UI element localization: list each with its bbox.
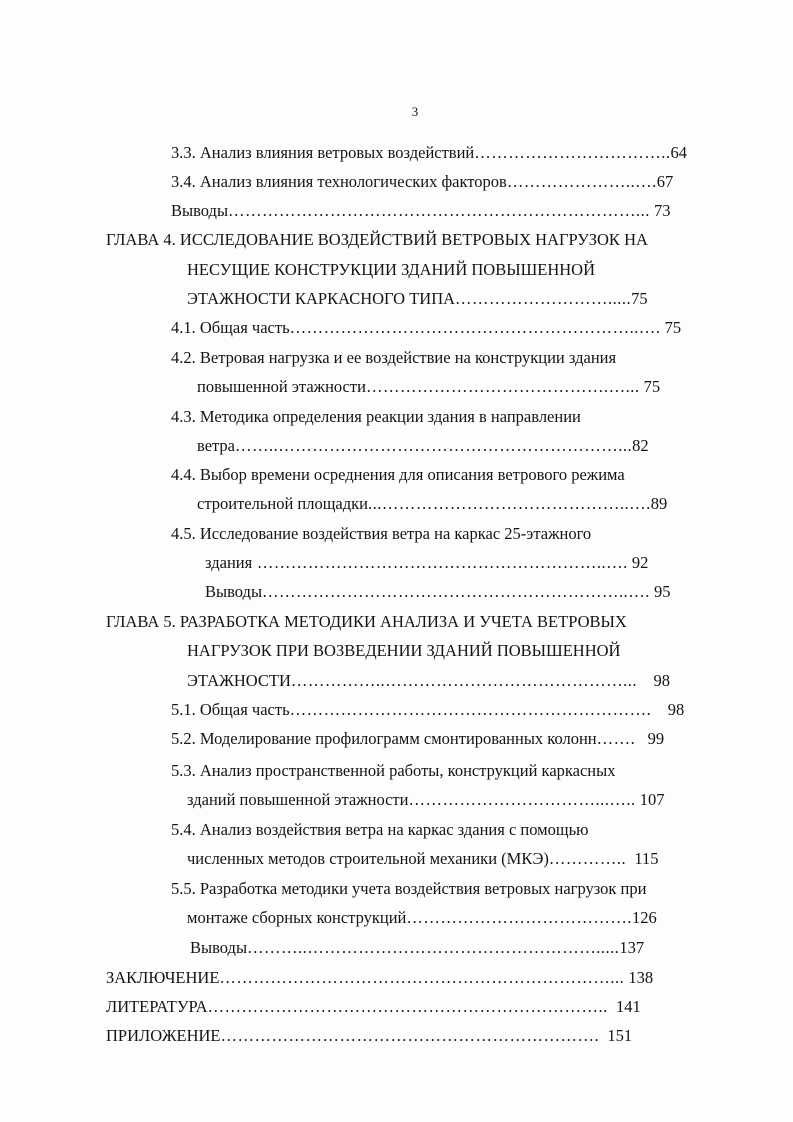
toc-entry-page: 137 (619, 938, 645, 957)
toc-entry-5-4-line-2 (187, 849, 727, 869)
toc-entry-page: 151 (607, 1026, 633, 1045)
toc-entry-title: 4.3. Методика определения реакции здания в направлении (171, 407, 581, 426)
toc-entry-4-1 (171, 318, 727, 338)
toc-entry-page: 82 (632, 436, 649, 455)
toc-entry-title: 4.2. Ветровая нагрузка и ее воздействие на конструкции здания (171, 348, 617, 367)
toc-entry-4-4-line-2 (197, 494, 727, 514)
toc-chapter-5-title-line-2 (187, 641, 727, 661)
toc-entry-title: 5.5. Разработка методики учета воздействия ветровых нагрузок при (171, 879, 647, 898)
toc-entry-5-1 (171, 700, 727, 720)
toc-entry-leader: ……………………………………………………………... (219, 968, 625, 987)
toc-entry-5-3-line-2 (187, 790, 727, 810)
toc-entry-title: 5.2. Моделирование профилограмм смонтированных колонн (171, 729, 597, 748)
toc-entry-leader: …………………..…. (506, 172, 657, 191)
toc-chapter-title: ЭТАЖНОСТИ КАРКАСНОГО ТИПА (187, 289, 456, 308)
toc-entry-leader: ……..……………………………………………………... (235, 436, 633, 455)
toc-entry-page: 75 (643, 377, 661, 396)
toc-entry-leader: ………………………………………………………………... (228, 201, 650, 220)
toc-entry-leader: …………………………………………………………….. (207, 997, 608, 1016)
toc-entry-leader: ...……………………………………..…. (367, 494, 651, 513)
toc-entry-ch5-conclusions (190, 938, 727, 958)
toc-entry-page: 92 (631, 553, 649, 572)
toc-entry-title: 4.4. Выбор времени осреднения для описания ветрового режима (171, 465, 625, 484)
toc-entry-title: здания (205, 553, 253, 572)
toc-entry-leader: ………………………………………………………..…. (262, 582, 650, 601)
toc-entry-leader: ………….. (548, 849, 627, 868)
toc-entry-page: 138 (628, 968, 654, 987)
toc-entry-4-2-line-2 (197, 377, 727, 397)
toc-entry-leader: ……………………………………………………..…. (289, 318, 661, 337)
toc-entry-title: 3.3. Анализ влияния ветровых воздействий (171, 143, 475, 162)
toc-entry-page: 99 (647, 729, 665, 748)
toc-entry-page: 98 (667, 700, 685, 719)
toc-entry-page: 73 (654, 201, 671, 220)
toc-entry-4-4-line-1 (171, 465, 727, 485)
toc-entry-leader: ……. (596, 729, 636, 748)
toc-chapter-title: НАГРУЗОК ПРИ ВОЗВЕДЕНИИ ЗДАНИЙ ПОВЫШЕННОЙ (187, 641, 621, 660)
toc-entry-3-3 (171, 143, 727, 163)
toc-entry-appendix (106, 1026, 728, 1046)
toc-chapter-5-title-line-3 (187, 671, 727, 691)
toc-entry-4-5-line-1 (171, 524, 727, 544)
toc-chapter-4-title-line-1 (106, 230, 728, 250)
toc-entry-leader: …………………………….. (474, 143, 671, 162)
toc-chapter-4-title-line-2 (187, 260, 727, 280)
toc-entry-3-4 (171, 172, 727, 192)
toc-entry-5-5-line-1 (171, 879, 727, 899)
toc-entry-title: 4.1. Общая часть (171, 318, 290, 337)
toc-entry-4-3-line-1 (171, 407, 727, 427)
toc-entry-page: 98 (653, 671, 671, 690)
toc-entry-4-2-line-1 (171, 348, 727, 368)
toc-entry-page: 89 (650, 494, 668, 513)
toc-entry-title: Выводы (171, 201, 229, 220)
toc-entry-leader: ………..……………………………………………..... (247, 938, 620, 957)
toc-entry-page: 141 (616, 997, 641, 1016)
toc-entry-literature (106, 997, 728, 1017)
toc-chapter-title: ЭТАЖНОСТИ (187, 671, 291, 690)
toc-entry-title: ветра (197, 436, 236, 455)
toc-entry-page: 115 (634, 849, 659, 868)
toc-entry-leader: …………………………………….…... (365, 377, 640, 396)
toc-chapter-title: НЕСУЩИЕ КОНСТРУКЦИИ ЗДАНИЙ ПОВЫШЕННОЙ (187, 260, 595, 279)
toc-entry-page: 67 (656, 172, 674, 191)
toc-entry-page: 107 (639, 790, 665, 809)
toc-entry-title: повышенной этажности (197, 377, 366, 396)
toc-chapter-4-title-line-3 (187, 289, 727, 309)
toc-entry-title: 5.1. Общая часть (171, 700, 290, 719)
toc-entry-page: 75 (664, 318, 682, 337)
toc-entry-leader: …………………………………. (406, 908, 633, 927)
toc-entry-leader: ………………………..... (455, 289, 632, 308)
toc-entry-title: ЗАКЛЮЧЕНИЕ (106, 968, 220, 987)
toc-entry-page: 95 (654, 582, 671, 601)
toc-chapter-5-title-line-1 (106, 612, 728, 632)
toc-entry-title: Выводы (190, 938, 248, 957)
toc-entry-5-2 (171, 729, 727, 749)
toc-entry-5-3-line-1 (171, 761, 727, 781)
toc-entry-ch4-conclusions (205, 582, 727, 602)
toc-entry-5-5-line-2 (187, 908, 727, 928)
toc-entry-leader: ……………………………………………………..…. (252, 553, 628, 572)
toc-entry-leader: …………………………………………………………. (220, 1026, 600, 1045)
toc-entry-leader: ……………………………...….. (408, 790, 636, 809)
toc-entry-title: 3.4. Анализ влияния технологических факторов (171, 172, 507, 191)
toc-entry-title: 5.3. Анализ пространственной работы, конструкций каркасных (171, 761, 616, 780)
toc-chapter-title: ГЛАВА 4. ИССЛЕДОВАНИЕ ВОЗДЕЙСТВИЙ ВЕТРОВЫХ НАГРУЗОК НА (106, 230, 648, 249)
toc-entry-title: монтаже сборных конструкций (187, 908, 407, 927)
toc-entry-leader: ………………………………………………………. (289, 700, 652, 719)
toc-entry-page: 126 (632, 908, 657, 927)
toc-entry-leader: ……………..……………………………………... (290, 671, 638, 690)
toc-entry-4-5-line-2 (205, 553, 727, 573)
toc-entry-title: 5.4. Анализ воздействия ветра на каркас здания с помощью (171, 820, 589, 839)
page-number: 3 (411, 104, 419, 119)
toc-entry-title: строительной площадки (197, 494, 368, 513)
toc-entry-title: ПРИЛОЖЕНИЕ (106, 1026, 221, 1045)
toc-chapter-title: ГЛАВА 5. РАЗРАБОТКА МЕТОДИКИ АНАЛИЗА И УЧЕТА ВЕТРОВЫХ (106, 612, 627, 631)
toc-entry-conclusion (106, 968, 728, 988)
toc-entry-page: 64 (670, 143, 688, 162)
toc-entry-5-4-line-1 (171, 820, 727, 840)
toc-entry-title: 4.5. Исследование воздействия ветра на каркас 25-этажного (171, 524, 592, 543)
toc-entry-4-3-line-2 (197, 436, 727, 456)
toc-entry-title: Выводы (205, 582, 263, 601)
toc-entry-page: 75 (631, 289, 648, 308)
toc-entry-ch3-conclusions (171, 201, 727, 221)
toc-entry-title: ЛИТЕРАТУРА (106, 997, 208, 1016)
toc-entry-title: зданий повышенной этажности (187, 790, 409, 809)
toc-entry-title: численных методов строительной механики (МКЭ) (187, 849, 549, 868)
